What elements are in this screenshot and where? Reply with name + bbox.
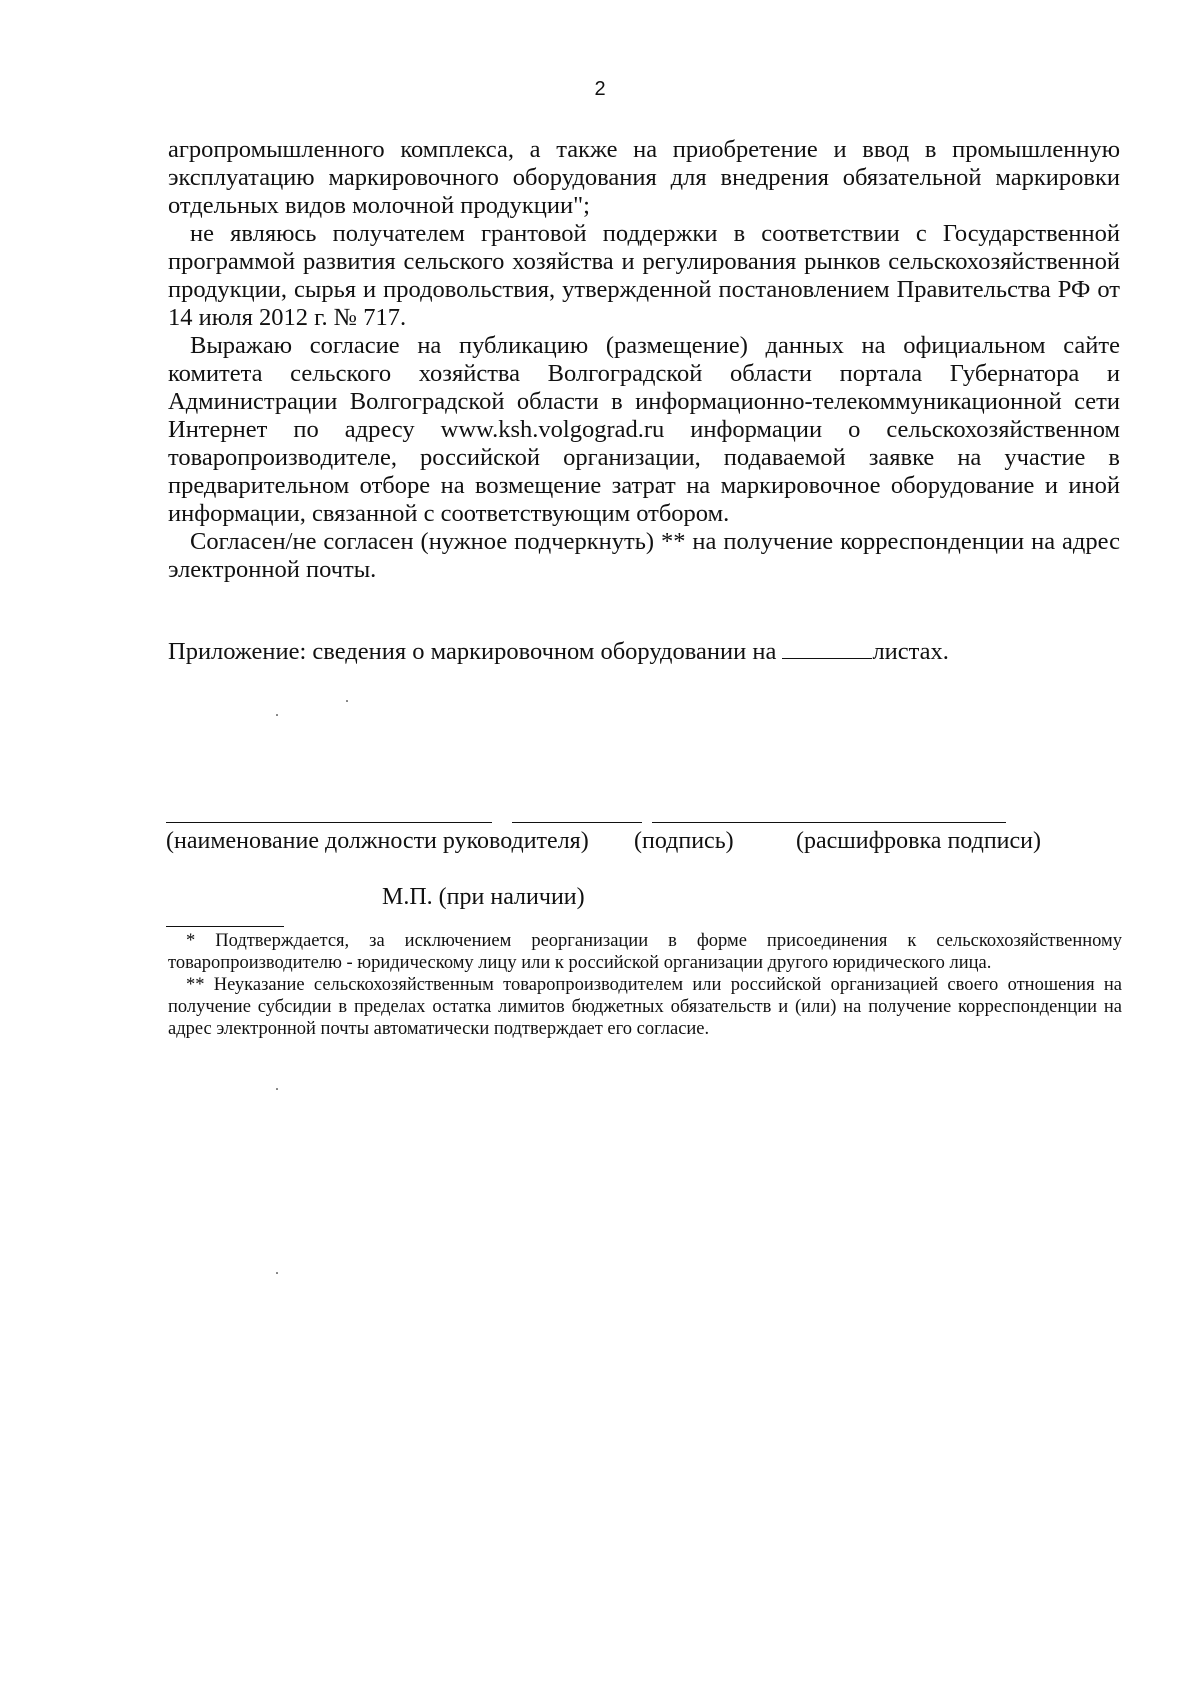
- paragraph-grant-support: не являюсь получателем грантовой поддержки в соответствии с Государственной программой развития сельского хозяйства и регулирования рынков сельскохозяйственной продукции, сырья и продовольствия, утвержденной постановлением Правительства РФ от 14 июля 2012 г. № 717.: [168, 220, 1120, 331]
- signature-line: [512, 822, 642, 823]
- page-number: 2: [594, 78, 606, 100]
- scan-speck: [346, 700, 348, 702]
- body-text: [168, 136, 1120, 584]
- paragraph-publication-consent: Выражаю согласие на публикацию (размещение) данных на официальном сайте комитета сельского хозяйства Волгоградской области портала Губернатора и Администрации Волгоградской области в информационно-телекоммуникационной сети Интернет по адресу www.ksh.volgograd.ru информации о сельскохозяйственном товаропроизводителе, российской организации, подаваемой заявке на участие в предварительном отборе на возмещение затрат на маркировочное оборудование и иной информации, связанной с соответствующим отбором.: [168, 332, 1120, 527]
- decoding-caption: (расшифровка подписи): [796, 828, 1041, 854]
- paragraph-email-consent: Согласен/не согласен (нужное подчеркнуть) ** на получение корреспонденции на адрес электронной почты.: [168, 528, 1120, 583]
- scan-speck: [276, 714, 278, 716]
- scan-speck: [276, 1088, 278, 1090]
- attachment-prefix: Приложение: сведения о маркировочном оборудовании на: [168, 638, 777, 665]
- signature-caption: (подпись): [634, 828, 734, 854]
- footnote-rule: [166, 926, 284, 927]
- footnote-single-asterisk: * Подтверждается, за исключением реорганизации в форме присоединения к сельскохозяйственному товаропроизводителю - юридическому лицу или к российской организации другого юридического лица.: [168, 931, 1122, 973]
- attachment-suffix: листах.: [872, 638, 949, 665]
- stamp-placeholder: М.П. (при наличии): [382, 884, 585, 910]
- scan-speck: [276, 1272, 278, 1274]
- decoding-signature-line: [652, 822, 1006, 823]
- footnotes: [168, 930, 1122, 1040]
- attachment-line: [168, 636, 949, 666]
- position-caption: (наименование должности руководителя): [166, 828, 589, 854]
- sheet-count-blank: [782, 636, 872, 659]
- paragraph-agro-complex: агропромышленного комплекса, а также на приобретение и ввод в промышленную эксплуатацию маркировочного оборудования для внедрения обязательной маркировки отдельных видов молочной продукции";: [168, 136, 1120, 219]
- footnote-double-asterisk: ** Неуказание сельскохозяйственным товаропроизводителем или российской организацией своего отношения на получение субсидии в пределах остатка лимитов бюджетных обязательств и (или) на получение корреспонденции на адрес электронной почты автоматически подтверждает его согласие.: [168, 975, 1122, 1039]
- position-signature-line: [166, 822, 492, 823]
